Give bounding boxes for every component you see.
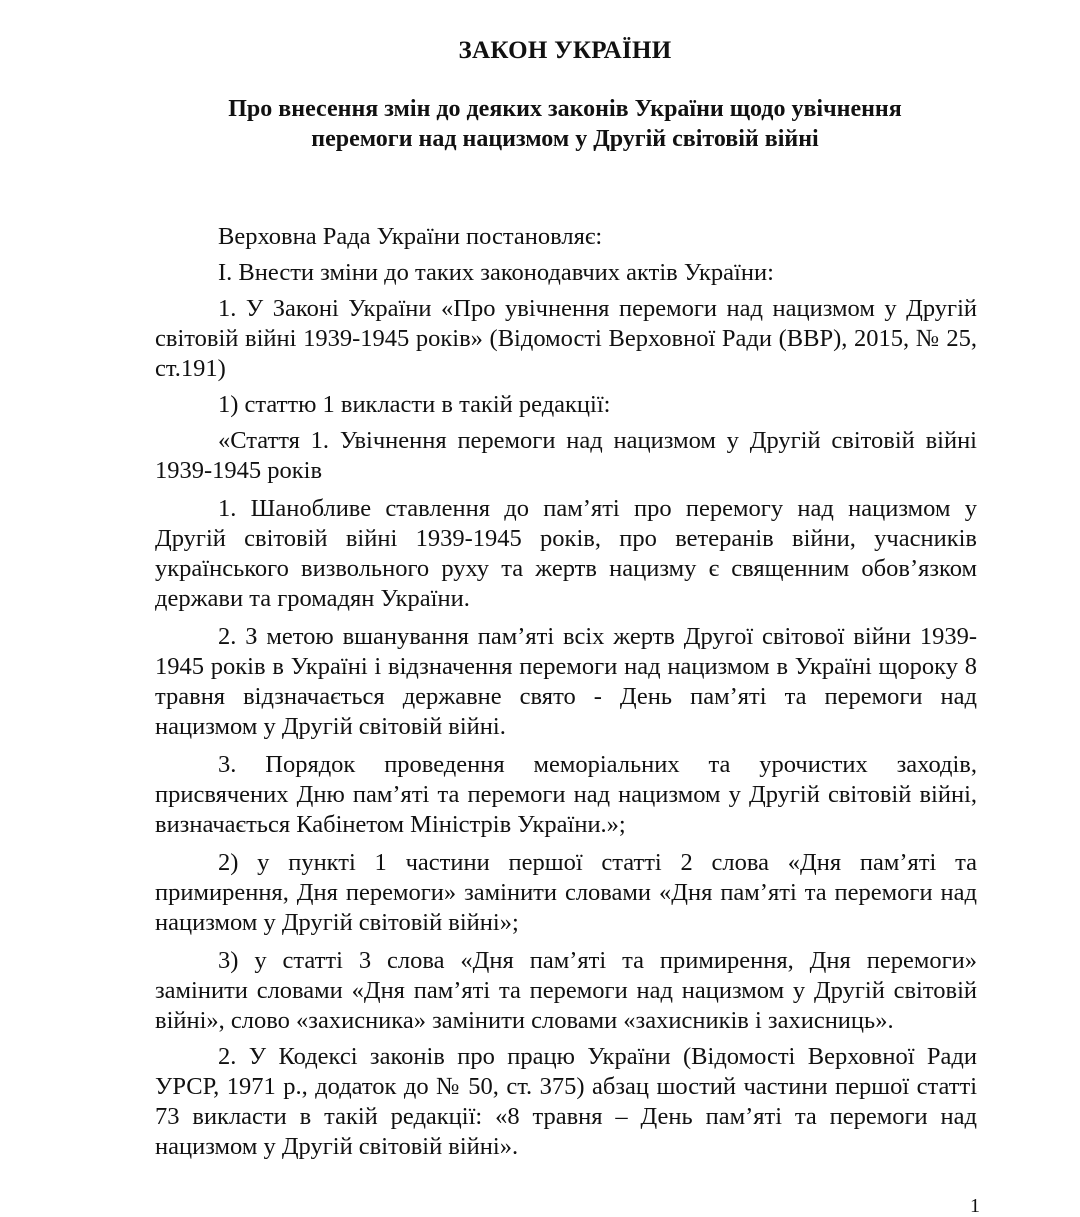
document-subtitle (0, 94, 1080, 154)
paragraph-item-1: 1. У Законі України «Про увічнення перемоги над нацизмом у Другій світовій війні 1939-1945 років» (Відомості Верховної Ради (ВВР), 2015, № 25, ст.191) (155, 295, 977, 382)
page-number: 1 (970, 1195, 980, 1217)
paragraph-subitem-3: 3) у статті 3 слова «Дня пам’яті та примирення, Дня перемоги» замінити словами «Дня пам’яті та перемоги над нацизмом у Другій світовій війні», слово «захисника» замінити словами «захисників і захисниць». (155, 947, 977, 1034)
document-body (155, 222, 977, 1162)
document-title: ЗАКОН УКРАЇНИ (458, 37, 672, 64)
paragraph-article-1-heading: «Стаття 1. Увічнення перемоги над нацизмом у Другій світовій війні 1939-1945 років (155, 427, 977, 484)
paragraph-subitem-2: 2) у пункті 1 частини першої статті 2 слова «Дня пам’яті та примирення, Дня перемоги» замінити словами «Дня пам’яті та перемоги над нацизмом у Другій світовій війні»; (155, 849, 977, 936)
paragraph-subitem-1: 1) статтю 1 викласти в такій редакції: (218, 391, 611, 418)
paragraph-article-1-part-1: 1. Шанобливе ставлення до пам’яті про перемогу над нацизмом у Другій світовій війні 1939-1945 років, про ветеранів війни, учасників українського визвольного руху та жертв нацизму є священним обов’язком держави та громадян України. (155, 495, 977, 612)
paragraph-article-1-part-3: 3. Порядок проведення меморіальних та урочистих заходів, присвячених Дню пам’яті та перемоги над нацизмом у Другій світовій війні, визначається Кабінетом Міністрів України.»; (155, 751, 977, 838)
paragraph-item-2: 2. У Кодексі законів про працю України (Відомості Верховної Ради УРСР, 1971 р., додаток до № 50, ст. 375) абзац шостий частини першої статті 73 викласти в такій редакції: «8 травня – День пам’яті та перемоги над нацизмом у Другій світовій війні». (155, 1043, 977, 1160)
paragraph-article-1-part-2: 2. З метою вшанування пам’яті всіх жертв Другої світової війни 1939-1945 років в Україні і відзначення перемоги над нацизмом в Україні щороку 8 травня відзначається державне свято - День пам’яті та перемоги над нацизмом у Другій світовій війні. (155, 623, 977, 740)
subtitle-line-1: Про внесення змін до деяких законів України щодо увічнення (228, 96, 902, 122)
paragraph-section-1: І. Внести зміни до таких законодавчих актів України: (218, 259, 774, 286)
paragraph-preamble: Верховна Рада України постановляє: (218, 223, 603, 250)
subtitle-line-2: перемоги над нацизмом у Другій світовій війні (311, 126, 819, 152)
